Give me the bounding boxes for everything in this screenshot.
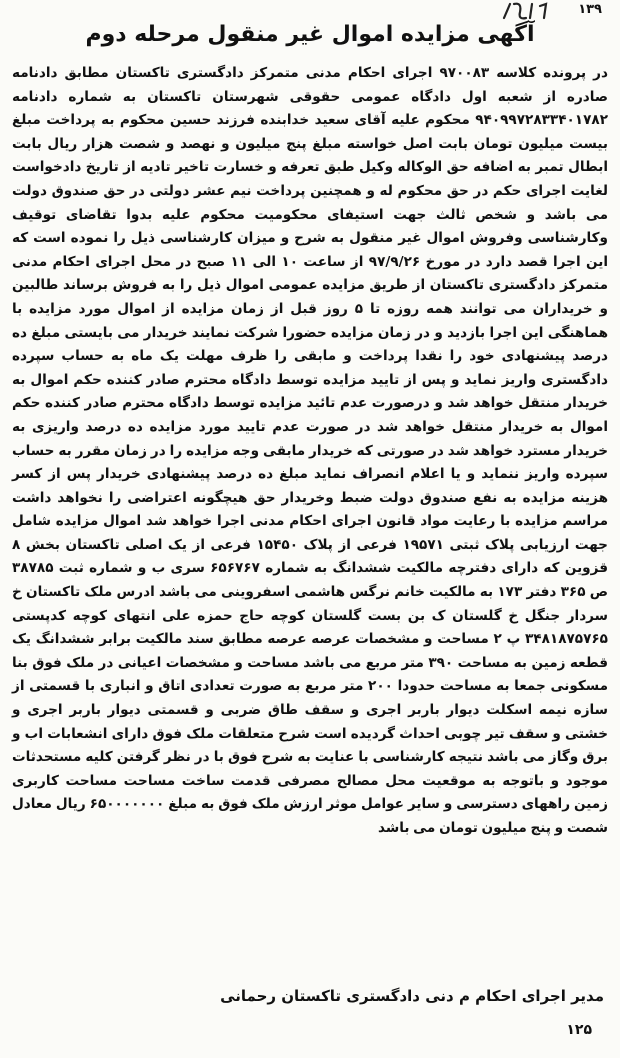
page-number-bottom: ۱۲۵ [566, 1022, 592, 1038]
notice-title: آگهی مزایده اموال غیر منقول مرحله دوم [85, 22, 535, 47]
signature-line: مدیر اجرای احکام م دنی دادگستری تاکستان رحمانی [220, 987, 604, 1005]
handwritten-mark-icon [500, 0, 560, 22]
page-number-top: ۱۳۹ [578, 2, 602, 17]
notice-body: در پرونده کلاسه ۹۷۰۰۸۳ اجرای احکام مدنی متمرکز دادگستری تاکستان مطابق دادنامه صادره از شعبه اول دادگاه عمومی حقوقی شهرستان تاکستان به شماره دادنامه ۹۴۰۹۹۷۲۸۳۳۴۰۱۷۸۲ محکوم علیه آقای سعید خدابنده فرزند حسین محکوم به پرداخت مبلغ بیست میلیون تومان بابت اصل خواسته مبلغ پنج میلیون و نهصد و شصت هزار ریال بابت ابطال تمبر به اضافه حق الوکاله وکیل طبق تعرفه و خسارت تاخیر تادیه از تاریخ دادخواست لغایت اجرای حکم در حق محکوم له و همچنین پرداخت نیم عشر دولتی در حق صندوق دولت می باشد و شخص ثالث جهت استیفای محکومیت محکوم علیه بدوا تقاضای توقیف وکارشناسی وفروش اموال غیر منقول به شرح و میزان کارشناسی ذیل را نموده است که این اجرا قصد دارد در مورخ ۹۷/۹/۲۶ از ساعت ۱۰ الی ۱۱ صبح در محل اجرای احکام مدنی متمرکز دادگستری تاکستان از طریق مزایده عمومی اموال ذیل را به فروش برساند طالبین و خریداران می توانند همه روزه تا ۵ روز قبل از زمان مزایده از اموال مورد مزایده با هماهنگی این اجرا بازدید و در زمان مزایده حضورا شرکت نمایند خریدار می بایستی مبلغ ده درصد پیشنهادی خود را نقدا پرداخت و مابقی را ظرف مهلت یک ماه به حساب سپرده دادگستری واریز نماید و پس از تایید مزایده توسط دادگاه محترم صادر کننده حکم اموال به خریدار منتقل خواهد شد و درصورت عدم تائید مزایده توسط دادگاه محترم صادر کننده حکم اموال به خریدار منتقل خواهد شد در صورت عدم تایید مورد مزایده ده درصد واریزی به خریدار مسترد خواهد شد در صورتی که خریدار مابقی وجه مزایده را در زمان مقرر به حساب سپرده واریز ننماید و یا اعلام انصراف نماید مبلغ ده درصد پیشنهادی خریدار پس از کسر هزینه مزایده به نفع صندوق دولت ضبط وخریدار حق هیچگونه اعتراضی را نخواهد داشت مراسم مزایده با رعایت مواد قانون اجرای احکام مدنی اجرا خواهد شد اموال مزایده شامل جهت ارزیابی پلاک ثبتی ۱۹۵۷۱ فرعی از پلاک ۱۵۴۵۰ فرعی از یک اصلی تاکستان بخش ۸ قزوین که دارای دفترچه مالکیت ششدانگ به شماره ۶۵۶۷۶۷ سری ب و شماره ثبت ۳۸۷۸۵ ص ۳۶۵ دفتر ۱۷۳ به مالکیت خانم نرگس هاشمی اسفروینی می باشد ادرس ملک تاکستان خ سردار جنگل خ گلستان ک بن بست گلستان کوچه حاج حمزه علی انتهای کوچه کدپستی ۳۴۸۱۸۷۵۷۶۵ پ ۲ مساحت و مشخصات عرصه عرصه مطابق سند مالکیت برابر ششدانگ یک قطعه زمین به مساحت ۳۹۰ متر مربع می باشد مساحت و مشخصات اعیانی در ملک فوق بنا مسکونی جمعا به مساحت حدودا ۲۰۰ متر مربع به صورت تعدادی اتاق و انباری با قسمتی از سازه نیمه اسکلت دیوار باربر اجری و سقف طاق ضربی و قسمتی دیوار باربر اجری و خشتی و سقف تیر چوبی احداث گردیده است شرح متعلقات ملک فوق دارای انشعابات اب و برق وگاز می باشد نتیجه کارشناسی با عنایت به شرح فوق با در نظر گرفتن کلیه مستحدثات موجود و باتوجه به موقعیت محل مصالح مصرفی قدمت ساخت مساحت مساحت کاربری زمین راههای دسترسی و سایر عوامل موثر ارزش ملک فوق به مبلغ ۶۵۰۰۰۰۰۰۰ ریال معادل شصت و پنج میلیون تومان می باشد [12, 65, 609, 836]
